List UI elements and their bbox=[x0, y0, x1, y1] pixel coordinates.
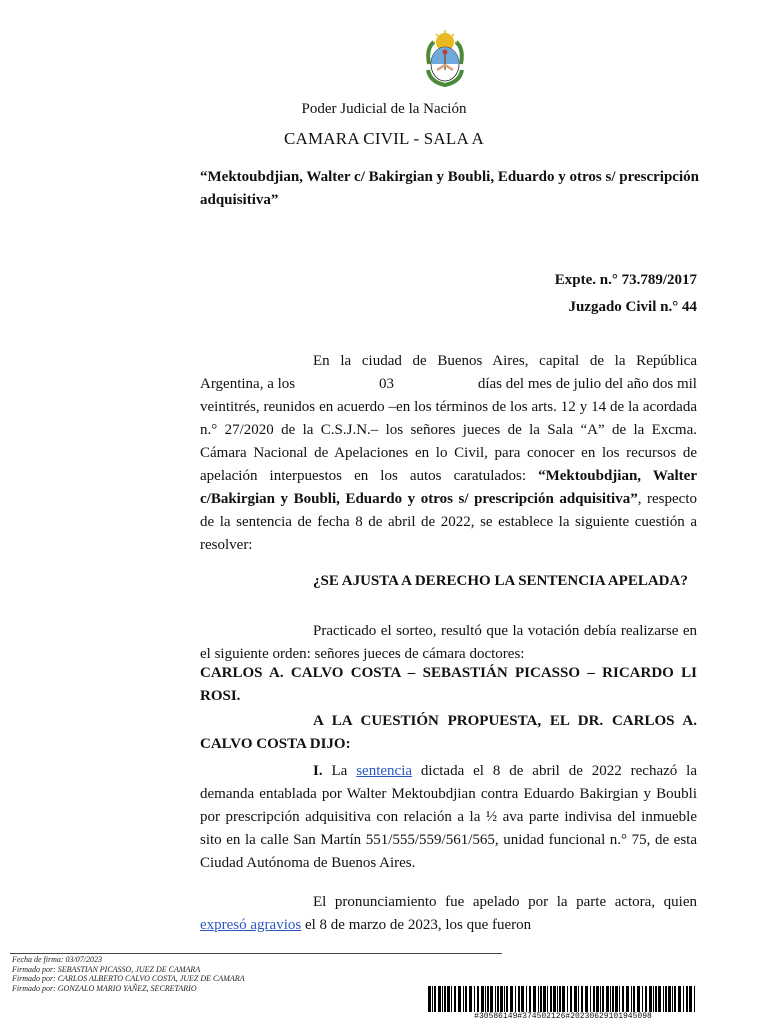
case-caption: “Mektoubdjian, Walter c/ Bakirgian y Boubli, Eduardo y otros s/ prescripción adquisitiva” bbox=[200, 169, 699, 208]
barcode-bar bbox=[619, 986, 620, 1012]
barcode-bar bbox=[463, 986, 464, 1012]
paragraph-one-pre: La bbox=[322, 763, 357, 779]
opening-paragraph bbox=[200, 350, 697, 557]
barcode-bar bbox=[444, 986, 446, 1012]
paragraph-numeral: I. bbox=[313, 763, 323, 779]
barcode-bar bbox=[674, 986, 676, 1012]
barcode-bar bbox=[487, 986, 489, 1012]
barcode-bar bbox=[540, 986, 542, 1012]
barcode-bar bbox=[526, 986, 527, 1012]
sentencia-link[interactable]: sentencia bbox=[356, 763, 413, 779]
barcode-bar bbox=[504, 986, 505, 1012]
barcode-bar bbox=[622, 986, 624, 1012]
barcode-bar bbox=[578, 986, 579, 1012]
paragraph-two bbox=[200, 891, 697, 937]
barcode-bar bbox=[485, 986, 486, 1012]
barcode-bar bbox=[663, 986, 664, 1012]
barcode-bar bbox=[683, 986, 684, 1012]
barcode-bar bbox=[649, 986, 652, 1012]
signature-2: Firmado por: CARLOS ALBERTO CALVO COSTA, JUEZ DE CAMARA bbox=[12, 974, 245, 984]
file-number: Expte. n.° 73.789/2017 bbox=[554, 272, 697, 288]
barcode bbox=[428, 986, 698, 1012]
opening-line-2-start: Argentina, a los bbox=[200, 376, 296, 392]
barcode-bar bbox=[465, 986, 467, 1012]
opening-rest-text: veintitrés, reunidos en acuerdo –en los términos de los arts. 12 y 14 de la acordada n.° 27/2020 de la C.S.J.N.– los señores jueces de la Sala “A” de la Excma. Cámara Nacional de Apelaciones en lo Civil, para conocer en los recursos de apelación interpuestos en los autos caratulados: bbox=[200, 399, 697, 484]
barcode-bar bbox=[585, 986, 588, 1012]
barcode-bar bbox=[477, 986, 479, 1012]
barcode-bar bbox=[518, 986, 520, 1012]
barcode-bar bbox=[686, 986, 688, 1012]
barcode-bar bbox=[438, 986, 441, 1012]
barcode-bar bbox=[543, 986, 546, 1012]
barcode-bar bbox=[451, 986, 452, 1012]
signature-block bbox=[12, 955, 245, 993]
draw-text: Practicado el sorteo, resultó que la votación debía realizarse en el siguiente orden: señores jueces de cámara doctores: bbox=[200, 623, 697, 662]
barcode-bar bbox=[442, 986, 443, 1012]
barcode-bar bbox=[658, 986, 661, 1012]
chamber-name: CAMARA CIVIL - SALA A bbox=[283, 129, 485, 148]
footer-divider bbox=[10, 953, 502, 954]
barcode-bar bbox=[672, 986, 673, 1012]
institution-name: Poder Judicial de la Nación bbox=[301, 101, 467, 117]
barcode-bar bbox=[581, 986, 583, 1012]
paragraph-two-pre: El pronunciamiento fue apelado por la parte actora, quien bbox=[313, 894, 697, 910]
barcode-bar bbox=[428, 986, 431, 1012]
barcode-bar bbox=[633, 986, 635, 1012]
barcode-bar bbox=[500, 986, 503, 1012]
barcode-bar bbox=[653, 986, 654, 1012]
agravios-link[interactable]: expresó agravios bbox=[200, 917, 302, 933]
barcode-bar bbox=[557, 986, 558, 1012]
barcode-bar bbox=[626, 986, 629, 1012]
barcode-bar bbox=[533, 986, 536, 1012]
barcode-bar bbox=[515, 986, 516, 1012]
barcode-bar bbox=[606, 986, 609, 1012]
barcode-bar bbox=[469, 986, 472, 1012]
opening-line-1: En la ciudad de Buenos Aires, capital de la República bbox=[313, 353, 697, 369]
barcode-bar bbox=[550, 986, 552, 1012]
draw-paragraph bbox=[200, 620, 697, 666]
barcode-bar bbox=[615, 986, 618, 1012]
opening-remainder bbox=[200, 396, 697, 557]
barcode-bar bbox=[454, 986, 456, 1012]
opening-line-2 bbox=[200, 373, 697, 396]
judges-list: CARLOS A. CALVO COSTA – SEBASTIÁN PICASSO – RICARDO LI ROSI. bbox=[200, 665, 697, 704]
barcode-bar bbox=[547, 986, 548, 1012]
barcode-bar bbox=[506, 986, 508, 1012]
barcode-bar bbox=[596, 986, 599, 1012]
barcode-bar bbox=[434, 986, 436, 1012]
paragraph-two-text bbox=[200, 891, 697, 937]
opening-tail-text: , respecto de la sentencia de fecha 8 de abril de 2022, se establece la siguiente cuestión a resolver: bbox=[200, 491, 697, 553]
question-heading bbox=[200, 570, 697, 593]
barcode-bar bbox=[559, 986, 561, 1012]
signature-1: Firmado por: SEBASTIAN PICASSO, JUEZ DE CAMARA bbox=[12, 964, 201, 974]
barcode-bar bbox=[612, 986, 614, 1012]
paragraph-one-post: dictada el 8 de abril de 2022 rechazó la demanda entablada por Walter Mektoubdjian contra Eduardo Bakirgian y Boubli por prescripción adquisitiva con relación a la ½ ava parte indivisa del inmueble sito en la calle San Martín 551/555/559/561/565, unidad funcional n.° 75, de esta Ciudad Autónoma de Buenos Aires. bbox=[200, 763, 697, 871]
barcode-bar bbox=[645, 986, 647, 1012]
barcode-bar bbox=[590, 986, 591, 1012]
barcode-bar bbox=[553, 986, 556, 1012]
barcode-bar bbox=[497, 986, 499, 1012]
paragraph-two-post: el 8 de marzo de 2023, los que fueron bbox=[301, 917, 532, 933]
barcode-number: #30586149#374502126#20230629101945098 bbox=[474, 1012, 652, 1021]
barcode-bar bbox=[655, 986, 657, 1012]
barcode-bar bbox=[458, 986, 461, 1012]
signature-3: Firmado por: GONZALO MARIO YAÑEZ, SECRETARIO bbox=[12, 983, 197, 993]
barcode-bar bbox=[562, 986, 565, 1012]
barcode-bar bbox=[593, 986, 595, 1012]
day-field: 03 bbox=[378, 376, 394, 392]
barcode-bar bbox=[668, 986, 671, 1012]
barcode-bar bbox=[678, 986, 681, 1012]
paragraph-one-text bbox=[200, 760, 697, 875]
barcode-bar bbox=[689, 986, 692, 1012]
barcode-bar bbox=[521, 986, 524, 1012]
barcode-bar bbox=[567, 986, 568, 1012]
barcode-bar bbox=[529, 986, 531, 1012]
barcode-bar bbox=[574, 986, 577, 1012]
barcode-bar bbox=[637, 986, 640, 1012]
barcode-bar bbox=[481, 986, 484, 1012]
barcode-bar bbox=[665, 986, 667, 1012]
barcode-bar bbox=[610, 986, 611, 1012]
barcode-bar bbox=[600, 986, 601, 1012]
barcode-bar bbox=[642, 986, 643, 1012]
case-caption-inline: “Mektoubdjian, Walter c/Bakirgian y Boubli, Eduardo y otros s/ prescripción adquisitiva” bbox=[200, 468, 697, 507]
barcode-bar bbox=[447, 986, 450, 1012]
proposal-text: A LA CUESTIÓN PROPUESTA, EL DR. CARLOS A. CALVO COSTA DIJO: bbox=[200, 713, 697, 752]
barcode-bar bbox=[602, 986, 604, 1012]
paragraph-one bbox=[200, 760, 697, 875]
barcode-bar bbox=[631, 986, 632, 1012]
barcode-bar bbox=[490, 986, 493, 1012]
barcode-bar bbox=[694, 986, 695, 1012]
signature-date: Fecha de firma: 03/07/2023 bbox=[12, 955, 102, 964]
barcode-bar bbox=[495, 986, 496, 1012]
proposal-heading bbox=[200, 710, 697, 756]
barcode-bar bbox=[538, 986, 539, 1012]
barcode-bar bbox=[510, 986, 513, 1012]
barcode-bar bbox=[570, 986, 572, 1012]
barcode-bar bbox=[474, 986, 475, 1012]
barcode-bar bbox=[432, 986, 433, 1012]
national-coat-of-arms-icon bbox=[424, 30, 466, 88]
opening-line-2-end: días del mes de julio del año dos mil bbox=[477, 376, 697, 392]
court-name: Juzgado Civil n.° 44 bbox=[568, 299, 697, 315]
question-text: ¿SE AJUSTA A DERECHO LA SENTENCIA APELADA? bbox=[313, 573, 688, 589]
